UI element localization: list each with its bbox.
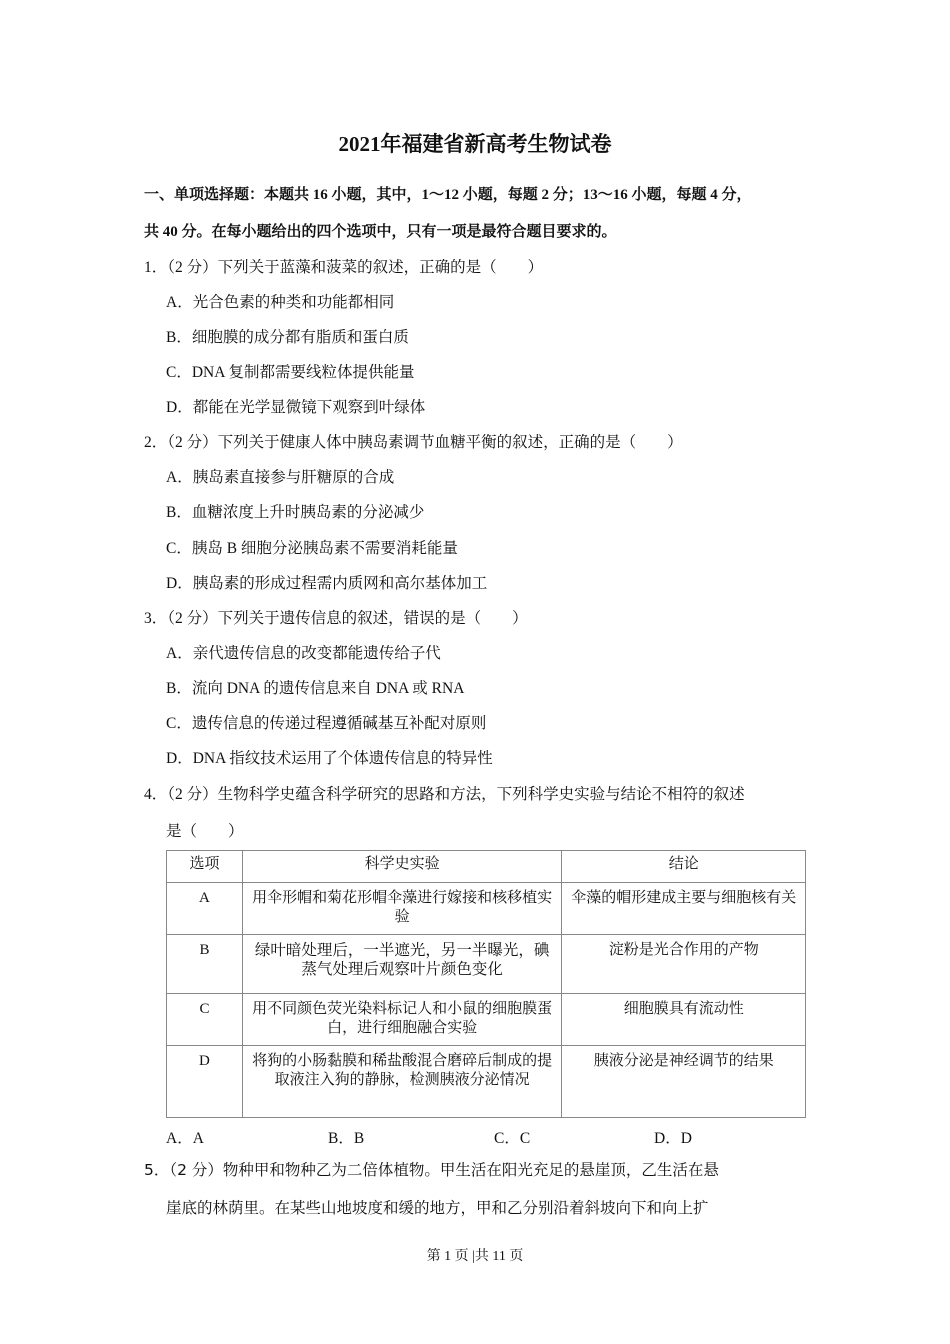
- table-row: [167, 1046, 806, 1118]
- table-cell-experiment: 绿叶暗处理后，一半遮光，另一半曝光，碘蒸气处理后观察叶片颜色变化: [242, 935, 561, 994]
- table-cell-option: B: [167, 935, 243, 994]
- section-heading-line1: 一、单项选择题：本题共 16 小题，其中，1～12 小题，每题 2 分；13～16 小题，每题 4 分，: [144, 187, 752, 203]
- question-5-stem-line1: 5．（2 分）物种甲和物种乙为二倍体植物。甲生活在阳光充足的悬崖顶，乙生活在悬: [144, 1161, 719, 1179]
- question-4-answer-c: C．C: [494, 1130, 531, 1147]
- question-2-option-b: B．血糖浓度上升时胰岛素的分泌减少: [166, 504, 425, 521]
- question-2-option-c: C．胰岛 B 细胞分泌胰岛素不需要消耗能量: [166, 540, 458, 557]
- table-cell-option: A: [167, 883, 243, 935]
- question-4-answer-d: D．D: [654, 1130, 692, 1147]
- question-1-stem: 1．（2 分）下列关于蓝藻和菠菜的叙述，正确的是（ ）: [144, 259, 544, 276]
- table-cell-conclusion: 细胞膜具有流动性: [562, 994, 806, 1046]
- section-heading-line2: 共 40 分。在每小题给出的四个选项中，只有一项是最符合题目要求的。: [144, 224, 617, 240]
- question-1-option-d: D．都能在光学显微镜下观察到叶绿体: [166, 399, 426, 416]
- table-cell-experiment: 将狗的小肠黏膜和稀盐酸混合磨碎后制成的提取液注入狗的静脉，检测胰液分泌情况: [242, 1046, 561, 1118]
- table-cell-option: C: [167, 994, 243, 1046]
- table-cell-option: D: [167, 1046, 243, 1118]
- table-row: [167, 883, 806, 935]
- table-cell-conclusion: 淀粉是光合作用的产物: [562, 935, 806, 994]
- table-cell-conclusion: 胰液分泌是神经调节的结果: [562, 1046, 806, 1118]
- table-cell-experiment: 用伞形帽和菊花形帽伞藻进行嫁接和核移植实验: [242, 883, 561, 935]
- question-4-stem-line1: 4．（2 分）生物科学史蕴含科学研究的思路和方法，下列科学史实验与结论不相符的叙述: [144, 786, 745, 803]
- table-row: [167, 994, 806, 1046]
- question-3-option-a: A．亲代遗传信息的改变都能遗传给子代: [166, 645, 441, 662]
- table-cell-experiment: 用不同颜色荧光染料标记人和小鼠的细胞膜蛋白，进行细胞融合实验: [242, 994, 561, 1046]
- table-cell-conclusion: 伞藻的帽形建成主要与细胞核有关: [562, 883, 806, 935]
- page-title: 2021年福建省新高考生物试卷: [338, 132, 612, 156]
- question-2-option-d: D．胰岛素的形成过程需内质网和高尔基体加工: [166, 575, 488, 592]
- question-3-option-b: B．流向 DNA 的遗传信息来自 DNA 或 RNA: [166, 680, 465, 697]
- question-2-option-a: A．胰岛素直接参与肝糖原的合成: [166, 469, 395, 486]
- question-1-option-c: C．DNA 复制都需要线粒体提供能量: [166, 364, 415, 381]
- question-2-stem: 2．（2 分）下列关于健康人体中胰岛素调节血糖平衡的叙述，正确的是（ ）: [144, 434, 683, 451]
- question-4-table: [166, 850, 806, 1118]
- question-3-option-d: D．DNA 指纹技术运用了个体遗传信息的特异性: [166, 750, 493, 767]
- question-3-option-c: C．遗传信息的传递过程遵循碱基互补配对原则: [166, 715, 487, 732]
- question-4-stem-line2: 是（ ）: [166, 823, 244, 840]
- question-1-option-b: B．细胞膜的成分都有脂质和蛋白质: [166, 329, 409, 346]
- question-1-option-a: A．光合色素的种类和功能都相同: [166, 294, 395, 311]
- question-4-answer-a: A．A: [166, 1130, 204, 1147]
- table-row: [167, 935, 806, 994]
- question-3-stem: 3．（2 分）下列关于遗传信息的叙述，错误的是（ ）: [144, 610, 528, 627]
- table-header-conclusion: 结论: [562, 851, 806, 883]
- question-4-answer-b: B．B: [328, 1130, 365, 1147]
- table-header-option: 选项: [167, 851, 243, 883]
- table-header-row: [167, 851, 806, 883]
- page-footer: 第 1 页 |共 11 页: [426, 1249, 524, 1264]
- table-header-experiment: 科学史实验: [242, 851, 561, 883]
- question-5-stem-line2: 崖底的林荫里。在某些山地坡度和缓的地方，甲和乙分别沿着斜坡向下和向上扩: [166, 1199, 709, 1217]
